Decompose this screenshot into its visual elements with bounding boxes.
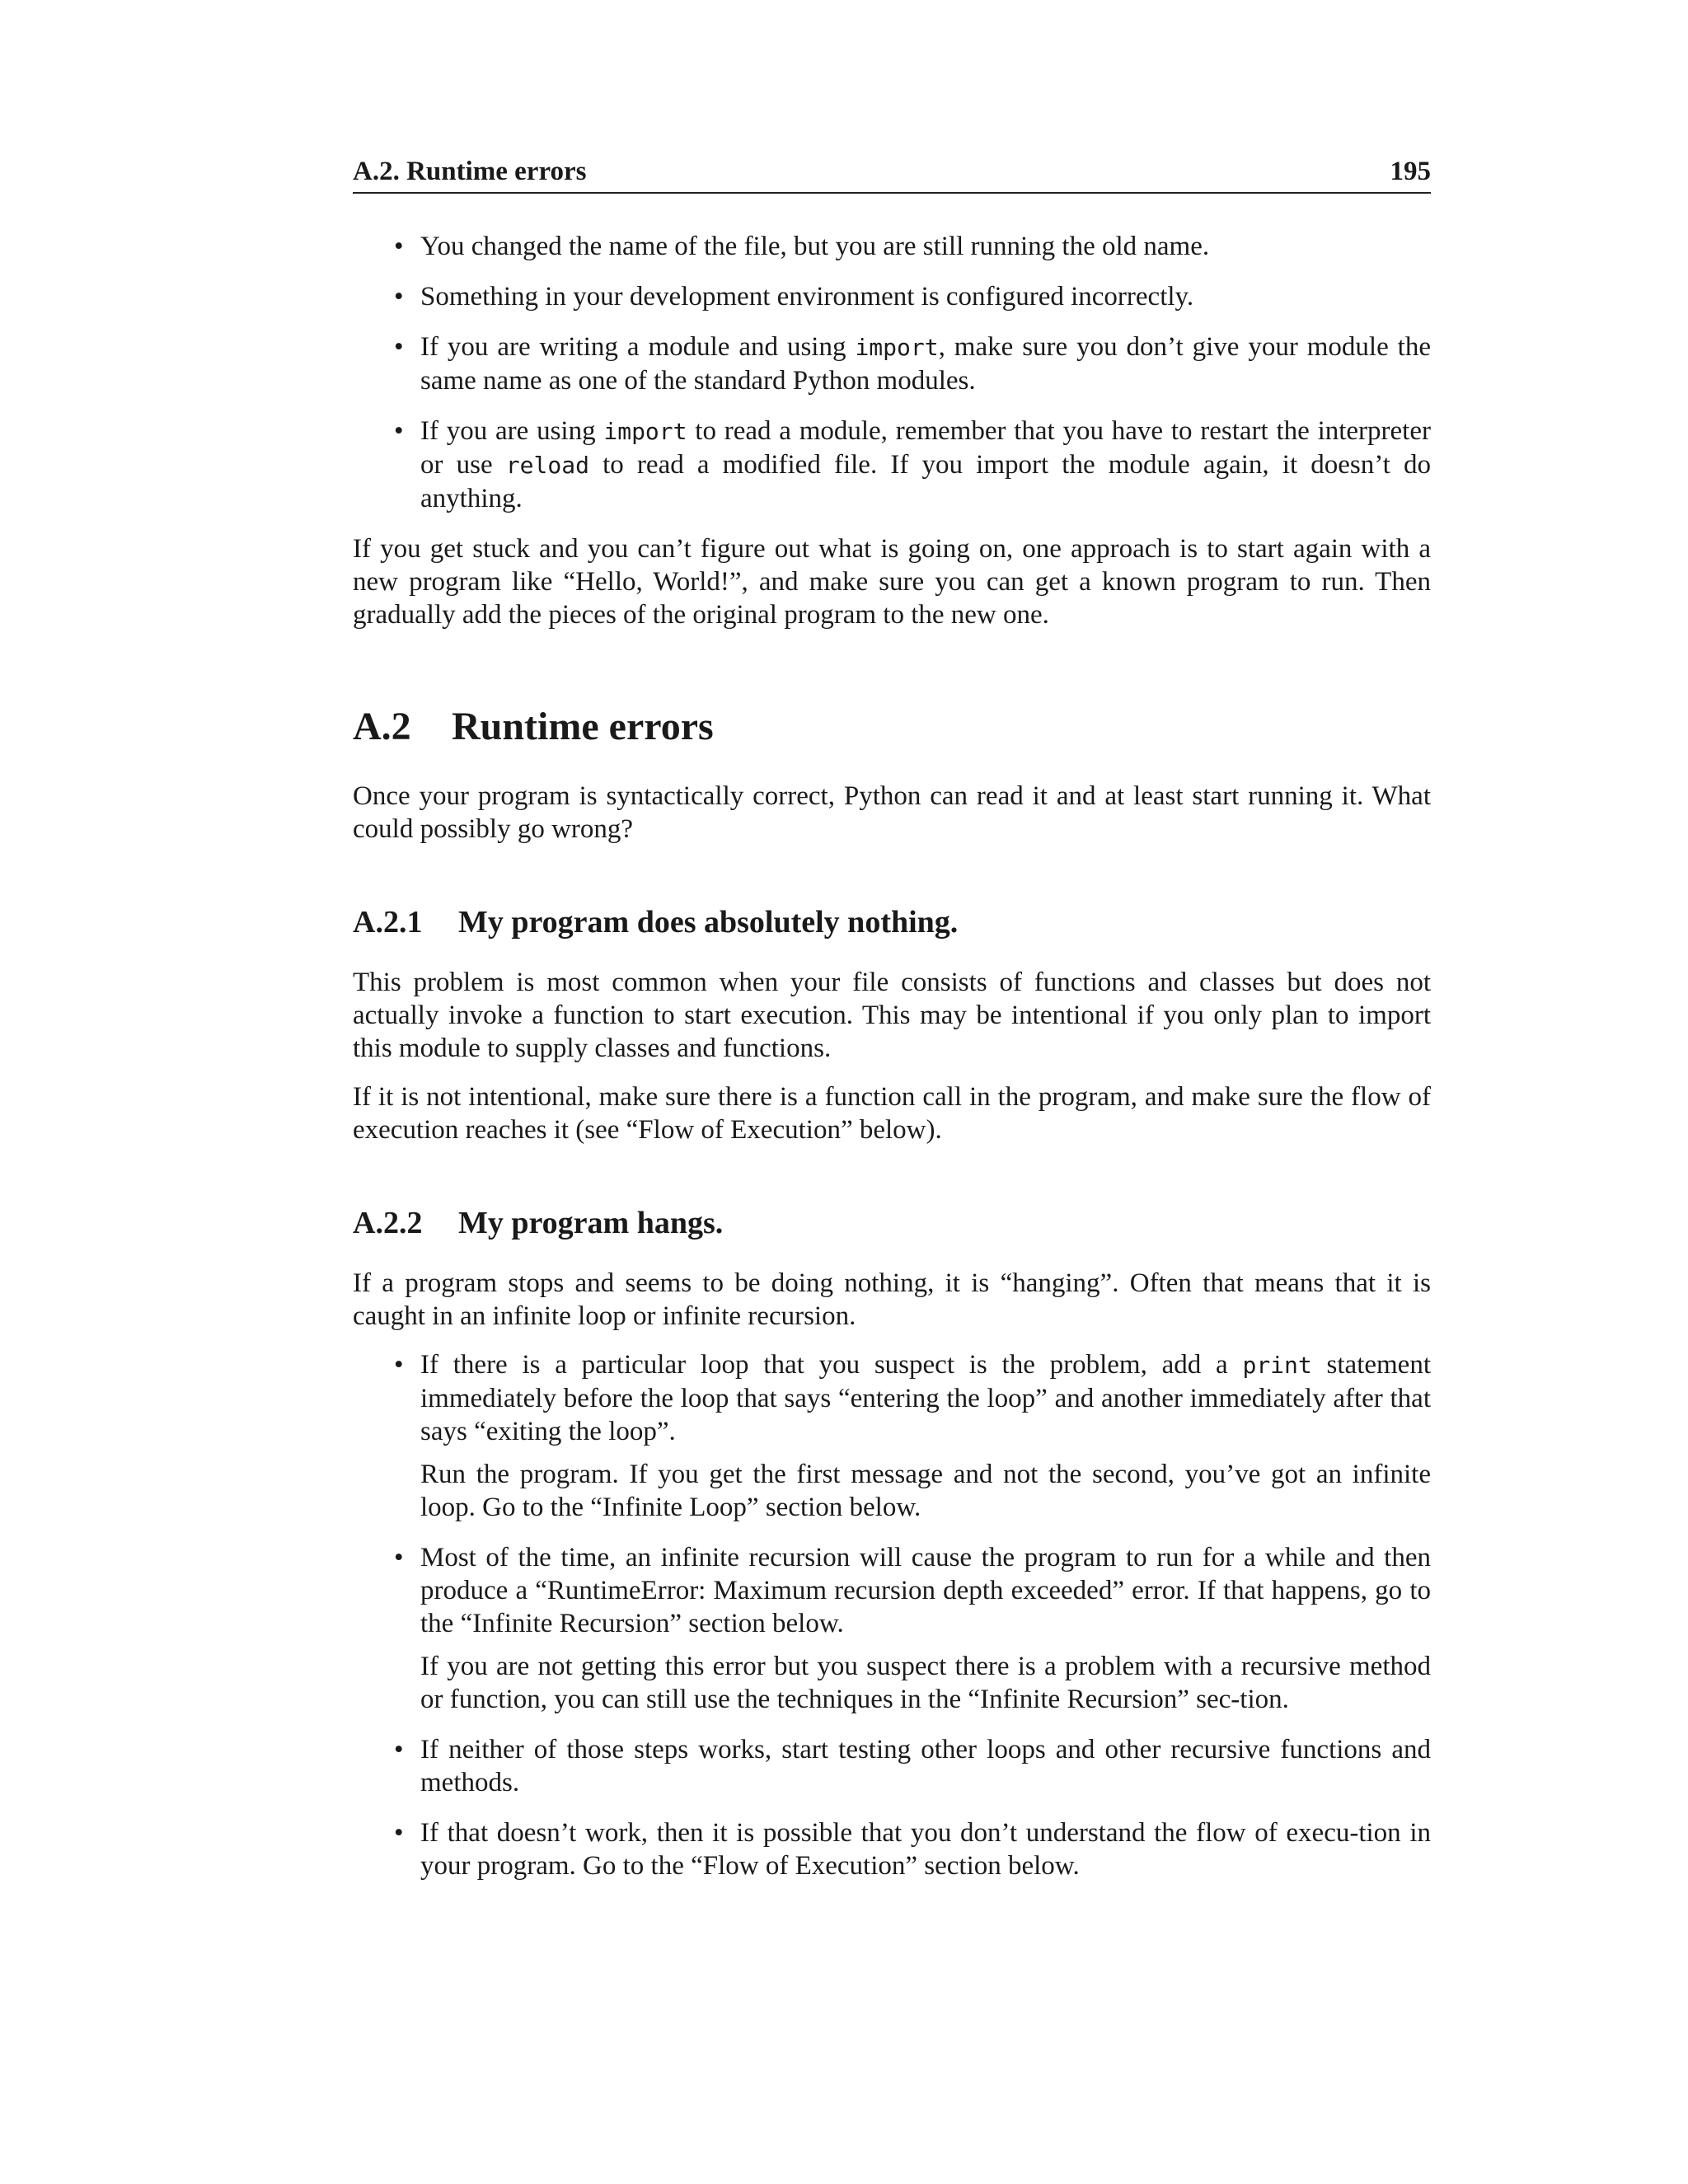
page bbox=[353, 157, 1431, 1900]
paragraph: If it is not intentional, make sure there is a function call in the program, and make sure the flow of execution reaches it (see “Flow of Execution” below). bbox=[353, 1082, 1431, 1145]
list-item-subparagraph: If you are not getting this error but you suspect there is a problem with a recursive method or function, you can still use the techniques in the “Infinite Recursion” sec-tion. bbox=[420, 1652, 1431, 1714]
subsection-number: A.2.2 bbox=[353, 1206, 423, 1240]
top-bullet-list bbox=[353, 230, 1431, 515]
page-number: 195 bbox=[1390, 157, 1431, 186]
list-item-text: to read a module, remember that you have to restart the interpreter or use bbox=[420, 416, 1431, 480]
inline-code: print bbox=[1242, 1352, 1312, 1379]
subsection-number: A.2.1 bbox=[353, 905, 423, 940]
list-item-text: If that doesn’t work, then it is possible that you don’t understand the flow of execu-tion in your program. Go to the “Flow of Execution” section below. bbox=[420, 1818, 1431, 1881]
list-item bbox=[353, 280, 1431, 313]
subsection-title: My program does absolutely nothing. bbox=[458, 905, 959, 940]
bullet: • bbox=[394, 232, 404, 261]
list-item bbox=[353, 1348, 1431, 1524]
list-item-text: If there is a particular loop that you suspect is the problem, add a bbox=[420, 1350, 1243, 1380]
bullet: • bbox=[394, 1543, 404, 1572]
list-item bbox=[353, 1816, 1431, 1882]
inline-code: import bbox=[855, 334, 939, 361]
header-section-title: A.2. Runtime errors bbox=[353, 157, 587, 186]
running-header bbox=[353, 157, 1431, 194]
subsection-heading bbox=[353, 903, 1431, 941]
list-item-text: If you are writing a module and using bbox=[420, 332, 856, 362]
section-title: Runtime errors bbox=[452, 705, 714, 748]
paragraph: This problem is most common when your file consists of functions and classes but does not actually invoke a function to start execution. This may be intentional if you only plan to import this module to supply classes and functions. bbox=[353, 968, 1431, 1063]
list-item-subparagraph: Run the program. If you get the first message and not the second, you’ve got an infinite loop. Go to the “Infinite Loop” section below. bbox=[420, 1460, 1431, 1522]
bullet: • bbox=[394, 1735, 404, 1765]
inline-code: import bbox=[603, 418, 687, 445]
list-item-text: statement immediately before the loop that says “entering the loop” and another immediately after that says “exiting the loop”. bbox=[420, 1350, 1431, 1446]
bullet: • bbox=[394, 332, 404, 362]
list-item-text: Something in your development environment is configured incorrectly. bbox=[420, 282, 1194, 312]
list-item bbox=[353, 1733, 1431, 1799]
paragraph: Once your program is syntactically correct, Python can read it and at least start running it. What could possibly go wrong? bbox=[353, 781, 1431, 844]
bullet: • bbox=[394, 282, 404, 312]
list-item bbox=[353, 230, 1431, 263]
bullet: • bbox=[394, 1350, 404, 1380]
bullet: • bbox=[394, 416, 404, 446]
bullet: • bbox=[394, 1818, 404, 1848]
list-item-text: to read a modified file. If you import the module again, it doesn’t do anything. bbox=[420, 450, 1431, 513]
list-item bbox=[353, 415, 1431, 515]
section-number: A.2 bbox=[353, 705, 411, 748]
section-heading bbox=[353, 704, 1431, 750]
subsection-heading bbox=[353, 1204, 1431, 1242]
list-item-text: If neither of those steps works, start testing other loops and other recursive functions and methods. bbox=[420, 1735, 1431, 1797]
inline-code: reload bbox=[505, 452, 589, 479]
list-item-text: You changed the name of the file, but you are still running the old name. bbox=[420, 232, 1210, 261]
list-item-text: , make sure you don’t give your module the same name as one of the standard Python modules. bbox=[420, 332, 1431, 396]
paragraph: If you get stuck and you can’t figure out what is going on, one approach is to start again with a new program like “Hello, World!”, and make sure you can get a known program to run. Then gradually add the pieces of the original program to the new one. bbox=[353, 534, 1431, 630]
list-item bbox=[353, 330, 1431, 397]
hang-bullet-list bbox=[353, 1348, 1431, 1882]
list-item bbox=[353, 1541, 1431, 1716]
list-item-text: Most of the time, an infinite recursion will cause the program to run for a while and then produce a “RuntimeError: Maximum recursion depth exceeded” error. If that happens, go to the “Infinite Recursion” section below. bbox=[420, 1543, 1431, 1638]
paragraph: If a program stops and seems to be doing nothing, it is “hanging”. Often that means that it is caught in an infinite loop or infinite recursion. bbox=[353, 1268, 1431, 1331]
list-item-text: If you are using bbox=[420, 416, 604, 446]
subsection-title: My program hangs. bbox=[458, 1206, 724, 1240]
